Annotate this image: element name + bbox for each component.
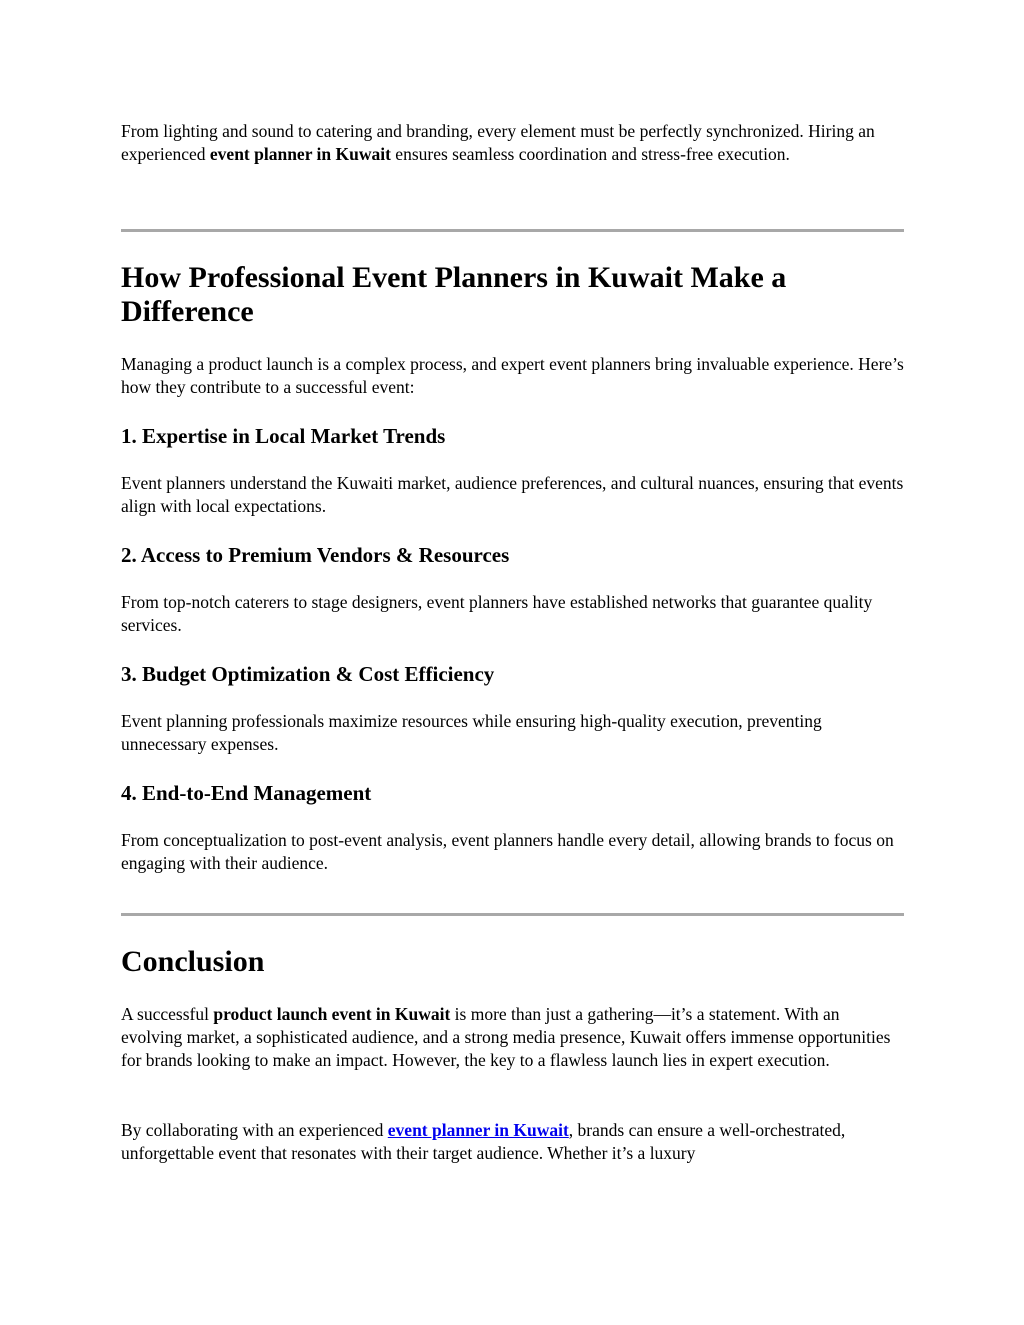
section-intro-paragraph: Managing a product launch is a complex process, and expert event planners bring invaluable experience. Here’s how they contribute to a successful event: [121, 354, 904, 397]
item-body: Event planners understand the Kuwaiti market, audience preferences, and cultural nuances, ensuring that events align with local expectations. [121, 473, 904, 516]
section-heading: How Professional Event Planners in Kuwait Make a Difference [121, 261, 787, 328]
intro-text-1: From lighting and sound to catering and branding, every element must be perfectly synchronized. Hiring an experienced [121, 121, 875, 164]
conclusion-bold-phrase: product launch event in Kuwait [213, 1004, 451, 1024]
section-divider [121, 913, 904, 916]
intro-text-2: ensures seamless coordination and stress-free execution. [390, 144, 790, 164]
item-heading: 1. Expertise in Local Market Trends [121, 424, 446, 448]
item-body: From conceptualization to post-event analysis, event planners handle every detail, allowing brands to focus on engaging with their audience. [121, 830, 894, 873]
conclusion-text-2: is more than just a gathering—it’s a statement. With an evolving market, a sophisticated audience, and a strong media presence, Kuwait offers immense opportunities for brands looking to make an impact. However, the key to a flawless launch lies in expert execution. [121, 1004, 891, 1070]
conclusion-paragraph [121, 1003, 904, 1072]
conclusion-p2-text-2: , brands can ensure a well-orchestrated, unforgettable event that resonates with their target audience. Whether it’s a luxury [121, 1120, 846, 1163]
conclusion-p2-text-1: By collaborating with an experienced [121, 1120, 388, 1140]
event-planner-link[interactable]: event planner in Kuwait [387, 1120, 569, 1140]
conclusion-heading: Conclusion [121, 945, 265, 978]
intro-paragraph [121, 120, 904, 166]
item-heading: 2. Access to Premium Vendors & Resources [121, 543, 510, 567]
item-heading: 3. Budget Optimization & Cost Efficiency [121, 662, 495, 686]
conclusion-text-1: A successful [121, 1004, 214, 1024]
section-divider [121, 229, 904, 232]
intro-bold-phrase: event planner in Kuwait [209, 144, 391, 164]
conclusion-paragraph-2 [121, 1119, 904, 1165]
item-body: From top-notch caterers to stage designers, event planners have established networks that guarantee quality services. [121, 592, 873, 635]
item-body: Event planning professionals maximize resources while ensuring high-quality execution, preventing unnecessary expenses. [121, 711, 822, 754]
item-heading: 4. End-to-End Management [121, 781, 372, 805]
